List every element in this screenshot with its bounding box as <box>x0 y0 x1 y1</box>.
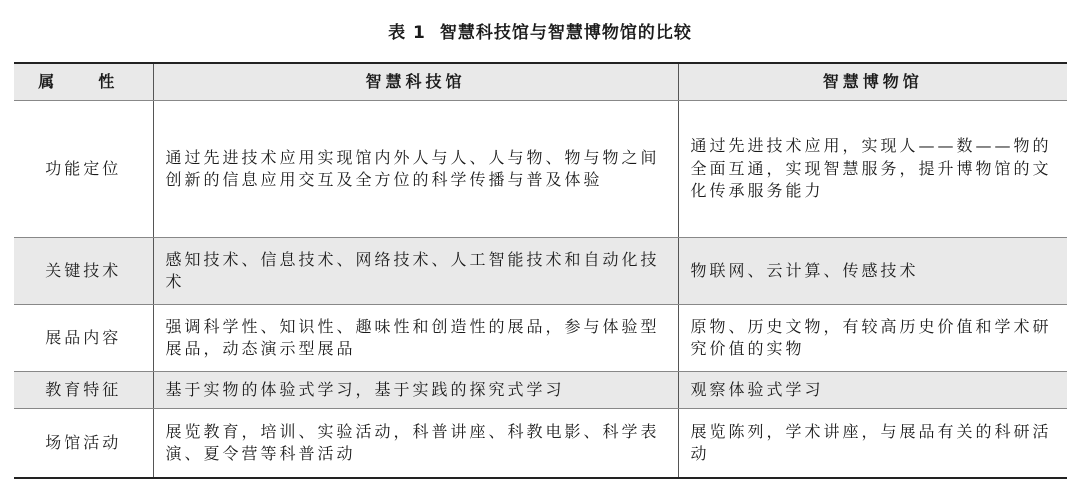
row-attribute: 教育特征 <box>14 372 153 409</box>
row-attribute: 展品内容 <box>14 305 153 372</box>
row-attribute: 功能定位 <box>14 101 153 238</box>
smart-museum-cell: 观察体验式学习 <box>678 372 1067 409</box>
smart-museum-cell: 展览陈列，学术讲座，与展品有关的科研活动 <box>678 409 1067 479</box>
science-museum-cell: 通过先进技术应用实现馆内外人与人、人与物、物与物之间创新的信息应用交互及全方位的科学传播与普及体验 <box>153 101 678 238</box>
header-smart-museum: 智慧博物馆 <box>678 63 1067 101</box>
table-row <box>14 372 1067 409</box>
science-museum-cell: 感知技术、信息技术、网络技术、人工智能技术和自动化技术 <box>153 238 678 305</box>
table-row <box>14 409 1067 479</box>
science-museum-cell: 基于实物的体验式学习，基于实践的探究式学习 <box>153 372 678 409</box>
smart-museum-cell: 通过先进技术应用，实现人——数——物的全面互通，实现智慧服务，提升博物馆的文化传承服务能力 <box>678 101 1067 238</box>
science-museum-cell: 强调科学性、知识性、趣味性和创造性的展品，参与体验型展品，动态演示型展品 <box>153 305 678 372</box>
comparison-table <box>14 62 1067 479</box>
table-row <box>14 238 1067 305</box>
table-header-row <box>14 63 1067 101</box>
table-row <box>14 305 1067 372</box>
row-attribute: 关键技术 <box>14 238 153 305</box>
table-caption <box>0 18 1080 43</box>
table-title: 智慧科技馆与智慧博物馆的比较 <box>439 23 692 43</box>
smart-museum-cell: 原物、历史文物，有较高历史价值和学术研究价值的实物 <box>678 305 1067 372</box>
row-attribute: 场馆活动 <box>14 409 153 479</box>
science-museum-cell: 展览教育，培训、实验活动，科普讲座、科教电影、科学表演、夏令营等科普活动 <box>153 409 678 479</box>
table-number: 表 1 <box>388 23 426 43</box>
header-attribute: 属 性 <box>14 63 153 101</box>
table-row <box>14 101 1067 238</box>
header-science-museum: 智慧科技馆 <box>153 63 678 101</box>
smart-museum-cell: 物联网、云计算、传感技术 <box>678 238 1067 305</box>
